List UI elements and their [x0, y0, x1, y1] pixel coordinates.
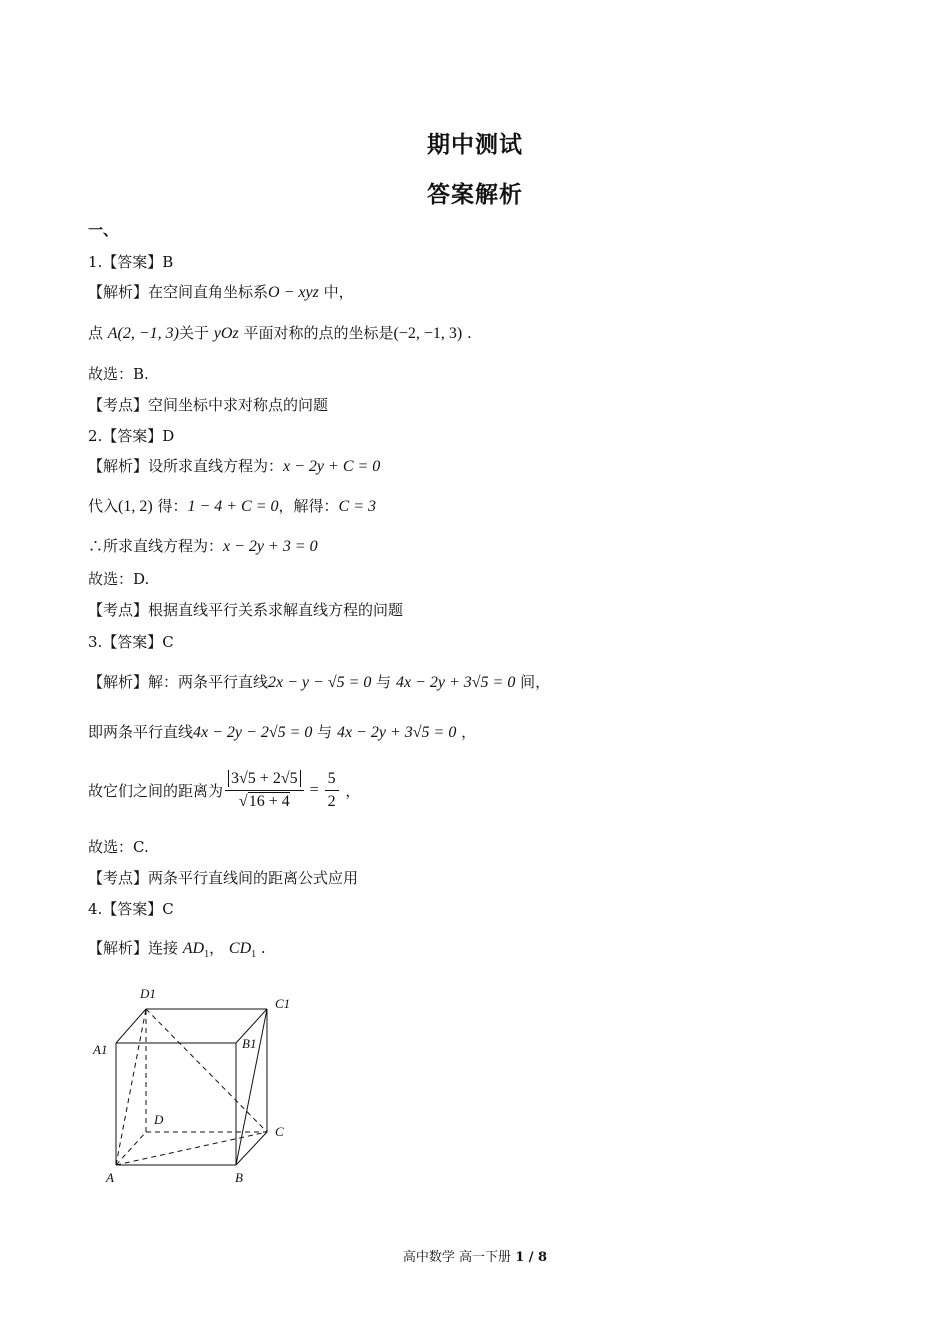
edge-b-c	[236, 1132, 267, 1165]
edge-a1-d1	[116, 1009, 146, 1043]
q1-analysis-prefix: 【解析】在空间直角坐标系	[88, 283, 269, 301]
q3-root-denominator: 16 + 4	[248, 793, 290, 810]
section-heading: 一、	[88, 221, 119, 239]
q3-result-fraction	[325, 770, 339, 811]
q3-answer: 3.【答案】C	[88, 633, 174, 651]
q3-norm-and: 与	[312, 723, 337, 741]
q4-segment-ad1-sub: 1	[204, 949, 210, 960]
q1-analysis-suffix: 中，	[318, 283, 354, 301]
q1-point-prefix: 点	[88, 324, 108, 342]
q1-mid2: 平面对称的点的坐标是	[238, 324, 394, 342]
q4-analysis-prefix: 【解析】连接	[88, 939, 183, 957]
q3-line1: 2x − y − √5 = 0	[268, 674, 372, 691]
q3-analysis	[88, 672, 550, 693]
label-a: A	[106, 1170, 114, 1185]
q2-sub-mid: 得：	[152, 497, 188, 515]
q1-coordinate-system: O − xyz	[268, 284, 319, 301]
edge-b-c1	[236, 1009, 267, 1165]
q2-substitute	[88, 496, 376, 517]
q2-analysis	[88, 456, 380, 477]
q1-mid1: 关于	[179, 324, 214, 342]
q1-knowledge-point: 【考点】空间坐标中求对称点的问题	[88, 396, 329, 414]
q1-point-a: A(2, −1, 3)	[107, 325, 180, 342]
q2-choice: 故选：D.	[88, 570, 150, 588]
label-c1: C1	[275, 996, 291, 1011]
q3-equals: =	[305, 781, 323, 799]
q4-segment-ad1: AD	[182, 940, 205, 957]
q4-analysis	[88, 938, 266, 965]
q1-answer: 1.【答案】B	[88, 253, 174, 271]
q3-result-num: 5	[325, 770, 339, 791]
q2-conclusion	[88, 536, 318, 557]
page-number: 1 / 8	[515, 1250, 548, 1265]
q4-segment-cd1: CD	[228, 940, 252, 957]
q2-equation: x − 2y + C = 0	[283, 458, 381, 475]
label-b: B	[235, 1170, 243, 1185]
q2-final-equation: x − 2y + 3 = 0	[223, 538, 318, 555]
label-d: D	[154, 1112, 164, 1127]
q4-sep: ，	[209, 939, 229, 957]
q2-sub-prefix: 代入	[88, 497, 119, 515]
page-subtitle: 答案解析	[427, 182, 523, 208]
page-footer	[0, 1246, 950, 1265]
diagonal-a-d1	[116, 1009, 146, 1165]
cube-figure	[90, 982, 310, 1192]
q2-answer: 2.【答案】D	[88, 427, 175, 445]
q3-result-den: 2	[327, 793, 336, 810]
q1-end: .	[462, 324, 472, 342]
q2-sub-result: C = 3	[338, 498, 376, 515]
q4-end: .	[256, 939, 266, 957]
q3-abs-numerator: 3√5 + 2√5	[228, 770, 301, 787]
q3-line2: 4x − 2y + 3√5 = 0	[395, 674, 516, 691]
q3-distance-end: ，	[340, 782, 361, 800]
q1-plane: yOz	[213, 325, 239, 342]
page-title: 期中测试	[427, 132, 523, 158]
q1-choice: 故选：B.	[88, 365, 149, 383]
q2-analysis-prefix: 【解析】设所求直线方程为：	[88, 457, 284, 475]
q4-answer: 4.【答案】C	[88, 900, 174, 918]
q3-norm-prefix: 即两条平行直线	[88, 723, 194, 741]
q3-knowledge-point: 【考点】两条平行直线间的距离公式应用	[88, 869, 359, 887]
q3-norm-end: ，	[456, 723, 477, 741]
q2-sub-mid2: ，解得：	[278, 497, 339, 515]
label-c: C	[275, 1124, 284, 1139]
q4-segment-cd1-sub: 1	[251, 949, 257, 960]
label-d1: D1	[140, 986, 156, 1001]
q2-point: (1, 2)	[118, 498, 153, 515]
q1-analysis	[88, 282, 354, 303]
label-b1: B1	[242, 1036, 257, 1051]
q1-symmetry-line	[88, 323, 472, 344]
q3-distance-fraction: $\frac{3√5 + 2√5}{√16 + 4}$	[225, 770, 304, 811]
q3-norm-line2: 4x − 2y + 3√5 = 0	[336, 724, 457, 741]
q2-sub-eq: 1 − 4 + C = 0	[187, 498, 279, 515]
q1-result: (−2, −1, 3)	[393, 325, 463, 342]
q3-and: 与	[371, 673, 396, 691]
diagonal-c-d1	[146, 1009, 267, 1132]
q3-analysis-end: 间，	[515, 673, 551, 691]
q3-norm-line1: 4x − 2y − 2√5 = 0	[193, 724, 313, 741]
label-a1: A1	[93, 1042, 108, 1057]
q3-choice: 故选：C.	[88, 838, 149, 856]
footer-text: 高中数学 高一下册	[402, 1250, 516, 1265]
q3-distance	[88, 770, 360, 811]
edge-a-d	[116, 1132, 146, 1165]
q3-normalized	[88, 722, 476, 743]
q2-conclusion-prefix: ∴所求直线方程为：	[88, 537, 224, 555]
diagonal-a-c	[116, 1132, 267, 1165]
q3-distance-prefix: 故它们之间的距离为	[88, 782, 224, 800]
q3-analysis-prefix: 【解析】解：两条平行直线	[88, 673, 269, 691]
q2-knowledge-point: 【考点】根据直线平行关系求解直线方程的问题	[88, 601, 404, 619]
